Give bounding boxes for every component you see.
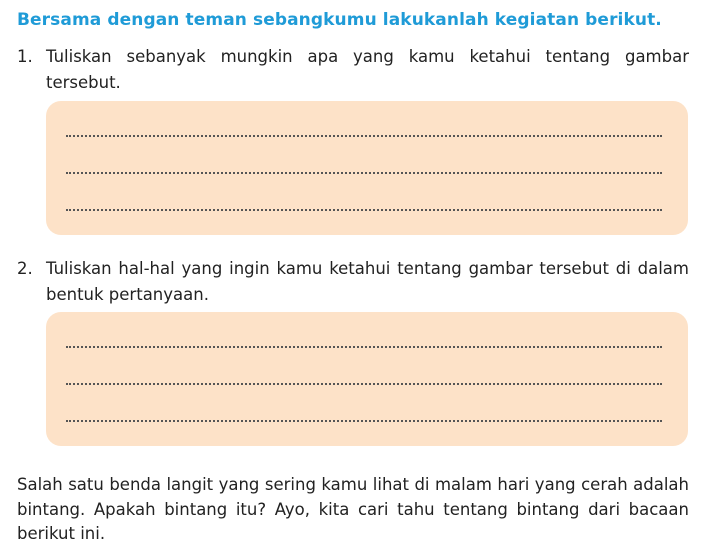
answer-box-1[interactable]: [46, 101, 688, 235]
question-number: 2.: [17, 259, 33, 278]
question-number: 1.: [17, 47, 33, 66]
answer-line[interactable]: [66, 172, 662, 174]
answer-line[interactable]: [66, 209, 662, 211]
closing-paragraph: Salah satu benda langit yang sering kamu lihat di malam hari yang cerah adalah bintang. Apakah bintang itu? Ayo, kita cari tahu tentang bintang dari bacaan berikut ini.: [17, 475, 689, 543]
answer-line[interactable]: [66, 135, 662, 137]
question-text: Tuliskan sebanyak mungkin apa yang kamu ketahui tentang gambar tersebut.: [46, 47, 689, 92]
answer-line[interactable]: [66, 420, 662, 422]
answer-line[interactable]: [66, 346, 662, 348]
answer-box-2[interactable]: [46, 312, 688, 446]
question-1: [17, 44, 689, 96]
answer-line[interactable]: [66, 383, 662, 385]
activity-instruction: Bersama dengan teman sebangkumu lakukanlah kegiatan berikut.: [17, 10, 662, 30]
question-text: Tuliskan hal-hal yang ingin kamu ketahui tentang gambar tersebut di dalam bentuk pertanyaan.: [46, 259, 689, 304]
question-2: [17, 256, 689, 308]
